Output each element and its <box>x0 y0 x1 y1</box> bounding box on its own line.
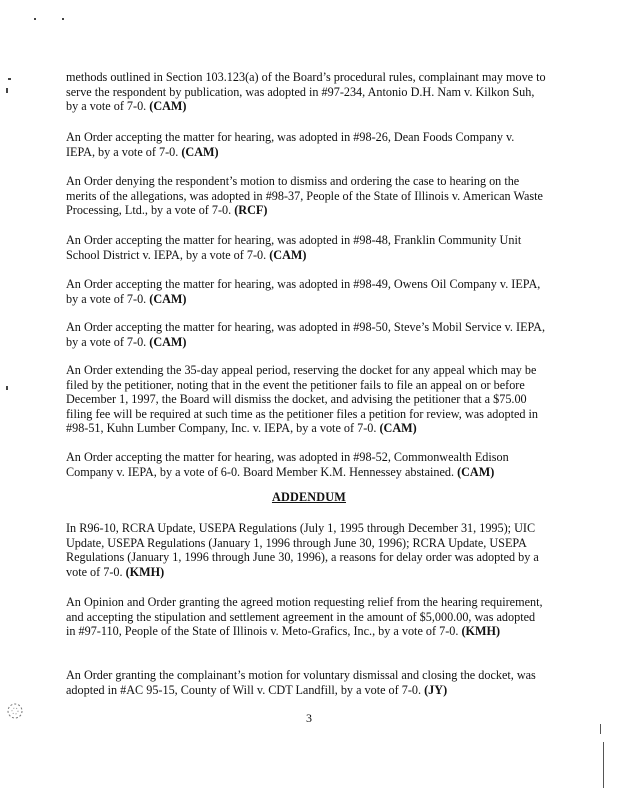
addendum-paragraph-r96-10 <box>66 521 546 579</box>
paragraph-text: An Opinion and Order granting the agreed motion requesting relief from the hearing requirement, and accepting the stipulation and settlement agreement in the amount of $5,000.00, was adopted in #97-110, People of the State of Illinois v. Meto-Grafics, Inc., by a vote of 7-0. <box>66 595 543 639</box>
paragraph-text: methods outlined in Section 103.123(a) of the Board’s procedural rules, complainant may move to serve the respondent by publication, was adopted in #97-234, Antonio D.H. Nam v. Kilkon Suh, by a vote of 7-0. <box>66 70 546 114</box>
addendum-heading: ADDENDUM <box>271 490 347 504</box>
paragraph-98-49 <box>66 277 546 306</box>
scan-speck <box>8 78 11 80</box>
author-code: (RCF) <box>234 203 268 218</box>
scan-edge-line <box>600 724 601 734</box>
scan-speck <box>6 386 8 390</box>
paragraph-98-52 <box>66 450 546 479</box>
paragraph-text: An Order accepting the matter for hearing, was adopted in #98-52, Commonwealth Edison Company v. IEPA, by a vote of 6-0. Board Member K.M. Hennessey abstained. <box>66 450 509 479</box>
paragraph-98-48 <box>66 233 546 262</box>
author-code: (KMH) <box>125 564 165 579</box>
addendum-paragraph-ac-95-15 <box>66 668 546 697</box>
author-code: (CAM) <box>149 291 187 306</box>
author-code: (CAM) <box>181 144 219 159</box>
paragraph-text: An Order accepting the matter for hearing, was adopted in #98-26, Dean Foods Company v. IEPA, by a vote of 7-0. <box>66 130 515 159</box>
author-code: (CAM) <box>149 99 187 114</box>
author-code: (JY) <box>424 682 448 697</box>
paragraph-97-234 <box>66 70 546 114</box>
paragraph-98-50 <box>66 320 546 349</box>
scan-edge-line <box>603 742 604 788</box>
punch-hole-mark <box>4 698 26 724</box>
paragraph-text: An Order accepting the matter for hearing, was adopted in #98-50, Steve’s Mobil Service v. IEPA, by a vote of 7-0. <box>66 320 546 349</box>
paragraph-text: An Order denying the respondent’s motion to dismiss and ordering the case to hearing on the merits of the allegations, was adopted in #98-37, People of the State of Illinois v. American Waste Processing, Ltd., by a vote of 7-0. <box>66 174 543 218</box>
scan-speck <box>62 18 64 20</box>
author-code: (CAM) <box>269 247 307 262</box>
scan-speck <box>6 88 8 93</box>
author-code: (CAM) <box>379 421 417 436</box>
author-code: (CAM) <box>457 464 495 479</box>
addendum-paragraph-97-110 <box>66 595 546 639</box>
paragraph-text: An Order extending the 35-day appeal period, reserving the docket for any appeal which may be filed by the petitioner, noting that in the event the petitioner fails to file an appeal on or before December 1, 1997, the Board will dismiss the docket, and advising the petitioner that a $75.00 filing fee will be required at such time as the petitioner files a petition for review, was adopted in #98-51, Kuhn Lumber Company, Inc. v. IEPA, by a vote of 7-0. <box>66 363 538 436</box>
author-code: (CAM) <box>149 334 187 349</box>
paragraph-98-37 <box>66 174 546 218</box>
paragraph-98-26 <box>66 130 546 159</box>
paragraph-text: An Order granting the complainant’s motion for voluntary dismissal and closing the docket, was adopted in #AC 95-15, County of Will v. CDT Landfill, by a vote of 7-0. <box>66 668 536 697</box>
paragraph-text: An Order accepting the matter for hearing, was adopted in #98-48, Franklin Community Unit School District v. IEPA, by a vote of 7-0. <box>66 233 522 262</box>
paragraph-text: In R96-10, RCRA Update, USEPA Regulations (July 1, 1995 through December 31, 1995); UIC Update, USEPA Regulations (January 1, 1996 through June 30, 1996); RCRA Update, USEPA Regulations (January 1, 1996 through June 30, 1996), a reasons for delay order was adopted by a vote of 7-0. <box>66 521 539 579</box>
page-number: 3 <box>306 711 312 725</box>
paragraph-text: An Order accepting the matter for hearing, was adopted in #98-49, Owens Oil Company v. IEPA, by a vote of 7-0. <box>66 277 541 306</box>
author-code: (KMH) <box>461 624 501 639</box>
scan-speck <box>34 18 36 20</box>
paragraph-98-51 <box>66 363 546 436</box>
